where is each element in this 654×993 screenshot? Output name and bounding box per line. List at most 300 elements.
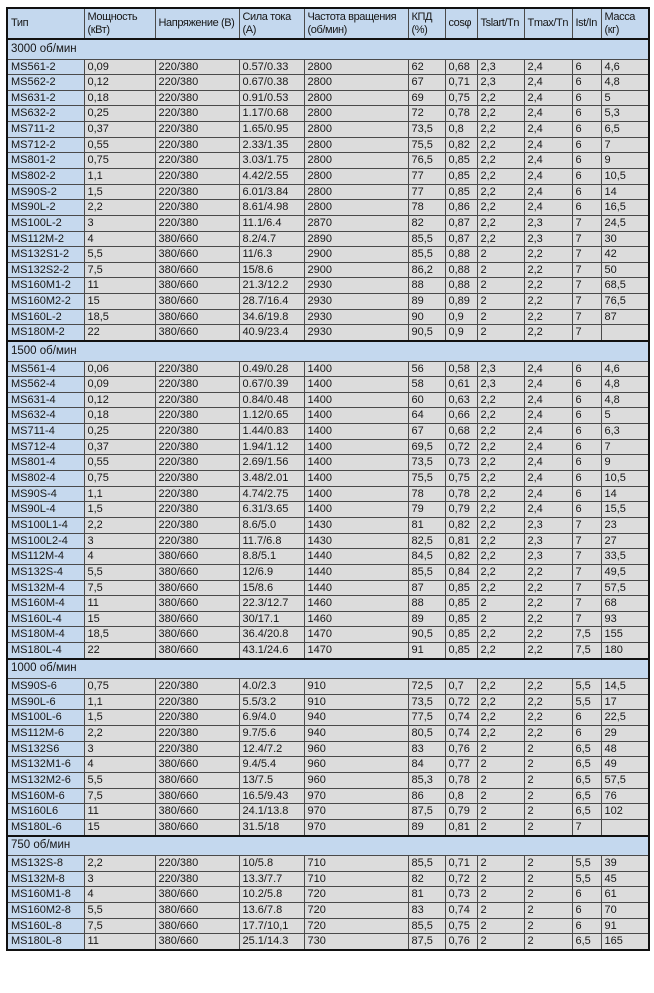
value-cell: 2,4 [524,455,572,471]
value-cell: 1400 [304,424,408,440]
value-cell: 1.12/0.65 [239,408,304,424]
value-cell: 6 [572,455,601,471]
value-cell: 0,74 [445,726,477,742]
value-cell: 87 [601,309,649,325]
value-cell: 5 [601,408,649,424]
column-header-6: cosφ [445,8,477,39]
motor-type-cell: MS90L-6 [7,694,84,710]
value-cell: 2,2 [477,710,524,726]
value-cell: 220/380 [155,361,239,377]
value-cell: 6,5 [572,804,601,820]
value-cell: 2 [477,804,524,820]
value-cell: 380/660 [155,325,239,341]
value-cell: 0,82 [445,517,477,533]
value-cell: 2,2 [524,247,572,263]
table-row [7,231,649,247]
value-cell: 710 [304,871,408,887]
motor-type-cell: MS631-2 [7,90,84,106]
value-cell: 6 [572,377,601,393]
value-cell: 6,5 [572,773,601,789]
value-cell: 57,5 [601,580,649,596]
value-cell: 18,5 [84,309,155,325]
value-cell: 2,4 [524,75,572,91]
value-cell: 6 [572,122,601,138]
value-cell: 2,2 [477,168,524,184]
value-cell: 2,4 [524,122,572,138]
value-cell: 0,85 [445,153,477,169]
motor-type-cell: MS802-2 [7,168,84,184]
table-row [7,918,649,934]
value-cell: 220/380 [155,694,239,710]
value-cell: 4,8 [601,392,649,408]
column-header-4: Частота вращения (об/мин) [304,8,408,39]
motor-type-cell: MS100L-2 [7,215,84,231]
table-row [7,819,649,835]
value-cell: 7,5 [84,580,155,596]
value-cell: 970 [304,788,408,804]
section-row [7,39,649,59]
value-cell: 15/8.6 [239,580,304,596]
value-cell: 5,5 [572,856,601,872]
value-cell: 2,4 [524,59,572,75]
value-cell: 17.7/10,1 [239,918,304,934]
value-cell: 29 [601,726,649,742]
value-cell: 73,5 [408,455,445,471]
value-cell: 2 [524,788,572,804]
column-header-3: Сила тока (А) [239,8,304,39]
motor-type-cell: MS562-4 [7,377,84,393]
value-cell: 0,81 [445,819,477,835]
value-cell: 2800 [304,153,408,169]
motor-type-cell: MS160M2-8 [7,903,84,919]
motor-type-cell: MS132S-4 [7,564,84,580]
value-cell: 2 [524,903,572,919]
value-cell: 6 [572,918,601,934]
motor-type-cell: MS180M-4 [7,627,84,643]
value-cell: 10/5.8 [239,856,304,872]
value-cell: 1440 [304,549,408,565]
value-cell: 2 [477,294,524,310]
value-cell: 80,5 [408,726,445,742]
value-cell: 0,88 [445,262,477,278]
value-cell: 85,5 [408,231,445,247]
value-cell: 7,5 [84,788,155,804]
motor-type-cell: MS180M-2 [7,325,84,341]
motor-type-cell: MS112M-4 [7,549,84,565]
value-cell: 78 [408,486,445,502]
value-cell: 0,37 [84,439,155,455]
value-cell: 380/660 [155,580,239,596]
value-cell: 380/660 [155,549,239,565]
value-cell: 1400 [304,502,408,518]
value-cell: 155 [601,627,649,643]
value-cell: 2,2 [477,694,524,710]
value-cell: 0,89 [445,294,477,310]
table-row [7,215,649,231]
motor-type-cell: MS90L-2 [7,200,84,216]
column-header-2: Напряжение (В) [155,8,239,39]
motor-type-cell: MS90L-4 [7,502,84,518]
value-cell: 85,5 [408,564,445,580]
value-cell: 82 [408,871,445,887]
value-cell: 5,5 [84,773,155,789]
value-cell: 86 [408,788,445,804]
value-cell: 1460 [304,611,408,627]
table-row [7,679,649,695]
value-cell: 42 [601,247,649,263]
table-row [7,627,649,643]
value-cell: 82 [408,215,445,231]
value-cell: 77 [408,184,445,200]
value-cell: 2,2 [524,679,572,695]
value-cell: 5,5 [572,694,601,710]
value-cell: 6 [572,90,601,106]
value-cell: 0,85 [445,611,477,627]
value-cell: 0,12 [84,75,155,91]
table-row [7,643,649,659]
value-cell: 220/380 [155,871,239,887]
value-cell: 88 [408,596,445,612]
value-cell: 13.3/7.7 [239,871,304,887]
value-cell: 93 [601,611,649,627]
value-cell: 84 [408,757,445,773]
section-label: 1500 об/мин [7,341,649,361]
value-cell: 89 [408,294,445,310]
value-cell: 380/660 [155,819,239,835]
value-cell: 2.33/1.35 [239,137,304,153]
value-cell: 0,76 [445,741,477,757]
value-cell: 2 [524,918,572,934]
column-header-8: Tmax/Tn [524,8,572,39]
value-cell: 2,2 [524,325,572,341]
value-cell: 7,5 [572,643,601,659]
value-cell: 85,5 [408,247,445,263]
value-cell: 0,12 [84,392,155,408]
motor-type-cell: MS132M-4 [7,580,84,596]
value-cell: 1,5 [84,710,155,726]
value-cell: 220/380 [155,726,239,742]
value-cell: 720 [304,887,408,903]
value-cell: 1400 [304,361,408,377]
value-cell: 2870 [304,215,408,231]
value-cell: 0,88 [445,247,477,263]
value-cell: 2,2 [524,309,572,325]
table-row [7,710,649,726]
value-cell: 9.4/5.4 [239,757,304,773]
table-row [7,502,649,518]
value-cell: 81 [408,517,445,533]
column-header-10: Масса (кг) [601,8,649,39]
value-cell: 2,2 [84,517,155,533]
value-cell: 0,82 [445,549,477,565]
value-cell: 7 [572,819,601,835]
table-row [7,726,649,742]
table-row [7,773,649,789]
value-cell: 2 [524,773,572,789]
value-cell: 49,5 [601,564,649,580]
value-cell: 9.7/5.6 [239,726,304,742]
value-cell: 2 [477,309,524,325]
value-cell: 380/660 [155,309,239,325]
value-cell: 380/660 [155,903,239,919]
value-cell: 87 [408,580,445,596]
value-cell: 1400 [304,439,408,455]
value-cell: 380/660 [155,294,239,310]
motor-type-cell: MS160M1-2 [7,278,84,294]
value-cell: 62 [408,59,445,75]
value-cell: 730 [304,934,408,950]
value-cell: 2 [524,819,572,835]
value-cell: 2,4 [524,424,572,440]
value-cell: 0,73 [445,455,477,471]
value-cell: 7 [601,137,649,153]
value-cell: 6.31/3.65 [239,502,304,518]
value-cell: 2,2 [524,294,572,310]
value-cell: 5,5 [572,679,601,695]
value-cell: 970 [304,804,408,820]
value-cell: 710 [304,856,408,872]
value-cell: 30 [601,231,649,247]
value-cell: 5.5/3.2 [239,694,304,710]
value-cell: 2,2 [524,580,572,596]
value-cell: 2,2 [524,627,572,643]
value-cell: 2,4 [524,392,572,408]
value-cell: 2,2 [477,517,524,533]
value-cell: 380/660 [155,231,239,247]
motor-type-cell: MS561-4 [7,361,84,377]
section-row [7,341,649,361]
value-cell: 6 [572,153,601,169]
value-cell: 2 [524,856,572,872]
value-cell: 0.49/0.28 [239,361,304,377]
motor-type-cell: MS801-2 [7,153,84,169]
motor-type-cell: MS711-4 [7,424,84,440]
value-cell: 69 [408,90,445,106]
value-cell: 2,2 [524,596,572,612]
value-cell: 6 [572,471,601,487]
value-cell: 11/6.3 [239,247,304,263]
value-cell: 50 [601,262,649,278]
value-cell: 7 [572,325,601,341]
value-cell: 2,2 [477,424,524,440]
value-cell: 2 [524,887,572,903]
value-cell: 2930 [304,278,408,294]
value-cell: 220/380 [155,679,239,695]
value-cell: 2 [477,819,524,835]
value-cell: 15/8.6 [239,262,304,278]
value-cell: 380/660 [155,564,239,580]
value-cell: 0,25 [84,424,155,440]
value-cell: 2,2 [477,122,524,138]
value-cell: 2,2 [524,611,572,627]
value-cell: 2 [477,611,524,627]
value-cell: 49 [601,757,649,773]
table-row [7,549,649,565]
value-cell: 2,4 [524,200,572,216]
value-cell: 0,18 [84,408,155,424]
value-cell: 7 [572,596,601,612]
value-cell: 2 [477,788,524,804]
value-cell: 2,4 [524,153,572,169]
value-cell: 0,55 [84,455,155,471]
value-cell: 960 [304,741,408,757]
value-cell: 77,5 [408,710,445,726]
value-cell: 6 [572,137,601,153]
value-cell: 75,5 [408,137,445,153]
value-cell: 58 [408,377,445,393]
value-cell: 2 [477,871,524,887]
table-row [7,694,649,710]
table-row [7,361,649,377]
value-cell: 4.0/2.3 [239,679,304,695]
value-cell: 0,84 [445,564,477,580]
value-cell: 0,74 [445,903,477,919]
value-cell: 6,5 [601,122,649,138]
value-cell: 67 [408,75,445,91]
value-cell: 87,5 [408,804,445,820]
value-cell: 25.1/14.3 [239,934,304,950]
table-row [7,122,649,138]
table-row [7,75,649,91]
value-cell: 2,4 [524,361,572,377]
motor-type-cell: MS132M-8 [7,871,84,887]
value-cell: 2 [477,856,524,872]
value-cell: 31.5/18 [239,819,304,835]
value-cell: 83 [408,903,445,919]
value-cell: 940 [304,710,408,726]
value-cell: 2,4 [524,137,572,153]
table-row [7,294,649,310]
value-cell: 6 [572,59,601,75]
value-cell: 2,2 [524,564,572,580]
value-cell: 1430 [304,517,408,533]
value-cell: 2,3 [477,377,524,393]
value-cell: 3 [84,215,155,231]
value-cell [601,819,649,835]
value-cell: 0,25 [84,106,155,122]
value-cell: 2800 [304,59,408,75]
value-cell: 0,87 [445,231,477,247]
value-cell: 10,5 [601,471,649,487]
value-cell: 73,5 [408,122,445,138]
value-cell: 70 [601,903,649,919]
value-cell: 2,2 [477,215,524,231]
value-cell: 86,2 [408,262,445,278]
value-cell: 2,3 [524,517,572,533]
table-row [7,392,649,408]
value-cell: 0,85 [445,184,477,200]
value-cell: 2,2 [477,184,524,200]
value-cell: 0.84/0.48 [239,392,304,408]
table-row [7,741,649,757]
value-cell: 220/380 [155,106,239,122]
value-cell: 910 [304,679,408,695]
value-cell: 0,18 [84,90,155,106]
value-cell: 8.2/4.7 [239,231,304,247]
value-cell: 22 [84,325,155,341]
value-cell: 2,4 [524,90,572,106]
value-cell: 4 [84,887,155,903]
value-cell: 2,4 [524,408,572,424]
value-cell: 380/660 [155,262,239,278]
value-cell: 6 [572,392,601,408]
value-cell: 2,3 [524,533,572,549]
value-cell: 102 [601,804,649,820]
value-cell: 220/380 [155,153,239,169]
value-cell: 2,2 [477,486,524,502]
value-cell: 0,09 [84,59,155,75]
table-row [7,804,649,820]
value-cell: 16,5 [601,200,649,216]
value-cell: 6 [572,75,601,91]
value-cell: 380/660 [155,757,239,773]
value-cell: 3 [84,533,155,549]
value-cell: 2,2 [477,549,524,565]
table-row [7,106,649,122]
motor-type-cell: MS90S-2 [7,184,84,200]
value-cell: 960 [304,773,408,789]
value-cell: 4.42/2.55 [239,168,304,184]
value-cell: 6,5 [572,934,601,950]
value-cell: 220/380 [155,75,239,91]
value-cell: 0.67/0.38 [239,75,304,91]
value-cell: 6 [572,184,601,200]
value-cell: 8.8/5.1 [239,549,304,565]
value-cell: 2,3 [524,549,572,565]
value-cell: 1,1 [84,168,155,184]
motor-type-cell: MS632-2 [7,106,84,122]
motor-type-cell: MS180L-6 [7,819,84,835]
motor-type-cell: MS160L-2 [7,309,84,325]
table-row [7,887,649,903]
table-row [7,137,649,153]
value-cell: 85,5 [408,856,445,872]
value-cell: 84,5 [408,549,445,565]
value-cell: 2,3 [477,75,524,91]
value-cell: 4 [84,757,155,773]
motor-type-cell: MS160M1-8 [7,887,84,903]
value-cell: 2,2 [477,231,524,247]
value-cell: 2900 [304,247,408,263]
value-cell: 7 [572,549,601,565]
value-cell: 7 [572,247,601,263]
value-cell: 2 [477,934,524,950]
column-header-9: Ist/In [572,8,601,39]
value-cell: 0,88 [445,278,477,294]
value-cell: 89 [408,611,445,627]
value-cell: 6 [572,168,601,184]
value-cell: 4 [84,549,155,565]
value-cell: 5,5 [572,871,601,887]
value-cell: 0,9 [445,325,477,341]
value-cell: 24,5 [601,215,649,231]
value-cell: 2930 [304,294,408,310]
value-cell: 0,61 [445,377,477,393]
value-cell: 90 [408,309,445,325]
section-row [7,836,649,856]
table-row [7,455,649,471]
value-cell: 83 [408,741,445,757]
value-cell: 5,5 [84,247,155,263]
motor-type-cell: MS90S-4 [7,486,84,502]
value-cell: 2800 [304,90,408,106]
value-cell: 220/380 [155,856,239,872]
value-cell: 0,76 [445,934,477,950]
value-cell: 6 [572,710,601,726]
value-cell: 1.44/0.83 [239,424,304,440]
value-cell: 78 [408,200,445,216]
value-cell: 220/380 [155,710,239,726]
